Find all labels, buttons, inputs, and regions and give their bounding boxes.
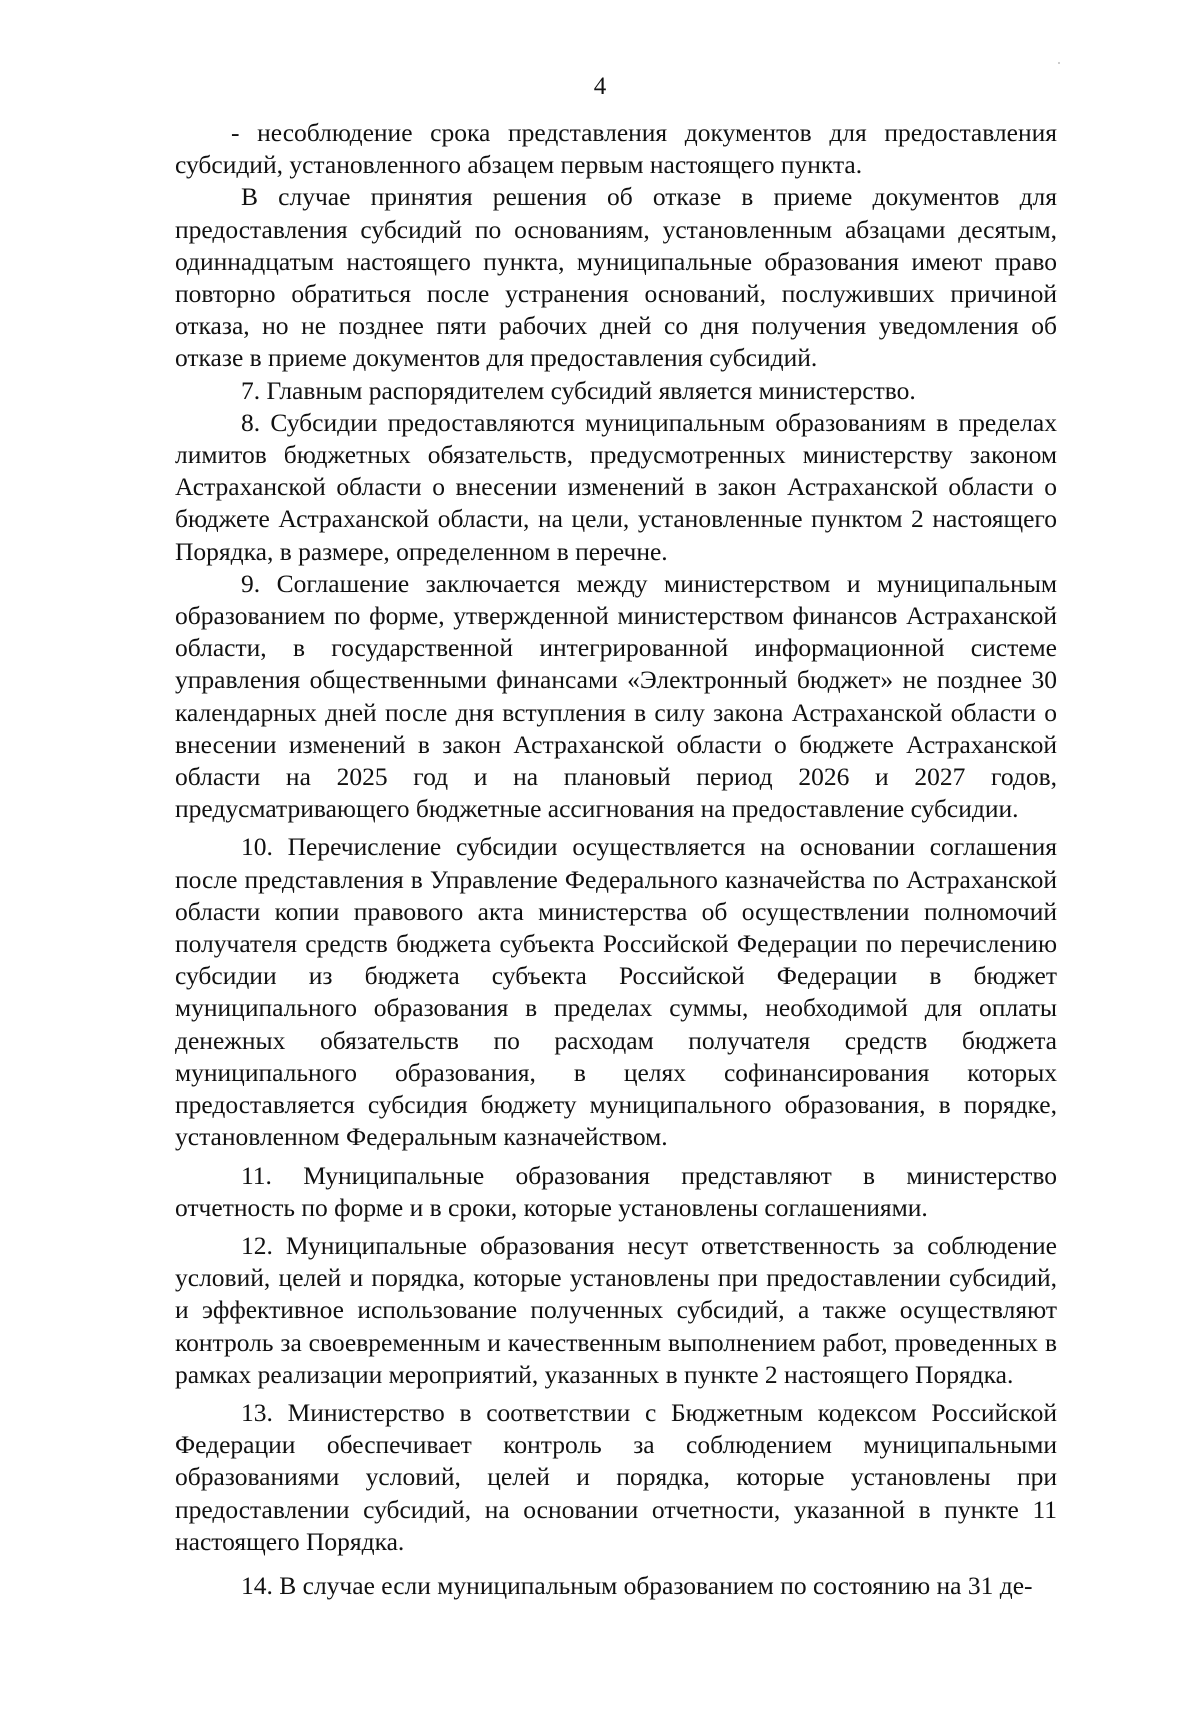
paragraph-item-nonobservance: - несоблюдение срока представления документов для предоставления субсидий, установленного абзацем первым настоящего пункта. bbox=[175, 118, 1057, 180]
paragraph-7-chief-administrator: 7. Главным распорядителем субсидий является министерство. bbox=[241, 375, 916, 405]
document-body bbox=[175, 117, 1057, 1602]
paragraph-8-subsidy-limits: 8. Субсидии предоставляются муниципальным образованиям в пределах лимитов бюджетных обязательств, предусмотренных министерству законом Астраханской области о внесении изменений в закон Астраханской области о бюджете Астраханской области, на цели, установленные пунктом 2 настоящего Порядка, в размере, определенном в перечне. bbox=[175, 407, 1057, 566]
scan-speck bbox=[1058, 62, 1060, 64]
paragraph-10-transfer: 10. Перечисление субсидии осуществляется на основании соглашения после представления в Управление Федерального казначейства по Астраханской области копии правового акта министерства об осуществлении полномочий получателя средств бюджета субъекта Российской Федерации по перечислению субсидии из бюджета субъекта Российской Федерации в бюджет муниципального образования в пределах суммы, необходимой для оплаты денежных обязательств по расходам получателя средств бюджета муниципального образования, в целях софинансирования которых предоставляется субсидия бюджету муниципального образования, в порядке, установленном Федеральным казначейством. bbox=[175, 832, 1057, 1152]
page-number: 4 bbox=[593, 73, 607, 100]
paragraph-14-start: 14. В случае если муниципальным образованием по состоянию на 31 де- bbox=[241, 1570, 1033, 1600]
paragraph-12-responsibility: 12. Муниципальные образования несут ответственность за соблюдение условий, целей и порядка, которые установлены при предоставлении субсидий, и эффективное использование полученных субсидий, а также осуществляют контроль за своевременным и качественным выполнением работ, проведенных в рамках реализации мероприятий, указанных в пункте 2 настоящего Порядка. bbox=[175, 1230, 1057, 1389]
paragraph-9-agreement: 9. Соглашение заключается между министерством и муниципальным образованием по форме, утвержденной министерством финансов Астраханской области, в государственной интегрированной информационной системе управления общественными финансами «Электронный бюджет» не позднее 30 календарных дней после дня вступления в силу закона Астраханской области о внесении изменений в закон Астраханской области о бюджете Астраханской области на 2025 год и на плановый период 2026 и 2027 годов, предусматривающего бюджетные ассигнования на предоставление субсидии. bbox=[175, 568, 1057, 824]
paragraph-13-control: 13. Министерство в соответствии с Бюджетным кодексом Российской Федерации обеспечивает контроль за соблюдением муниципальными образованиями условий, целей и порядка, которые установлены при предоставлении субсидий, на основании отчетности, указанной в пункте 11 настоящего Порядка. bbox=[175, 1397, 1057, 1556]
paragraph-refusal-resubmission: В случае принятия решения об отказе в приеме документов для предоставления субсидий по основаниям, установленным абзацами десятым, одиннадцатым настоящего пункта, муниципальные образования имеют право повторно обратиться после устранения оснований, послуживших причиной отказа, но не позднее пяти рабочих дней со дня получения уведомления об отказе в приеме документов для предоставления субсидий. bbox=[175, 182, 1057, 373]
paragraph-11-reporting: 11. Муниципальные образования представляют в министерство отчетность по форме и в сроки, которые установлены соглашениями. bbox=[175, 1160, 1057, 1222]
